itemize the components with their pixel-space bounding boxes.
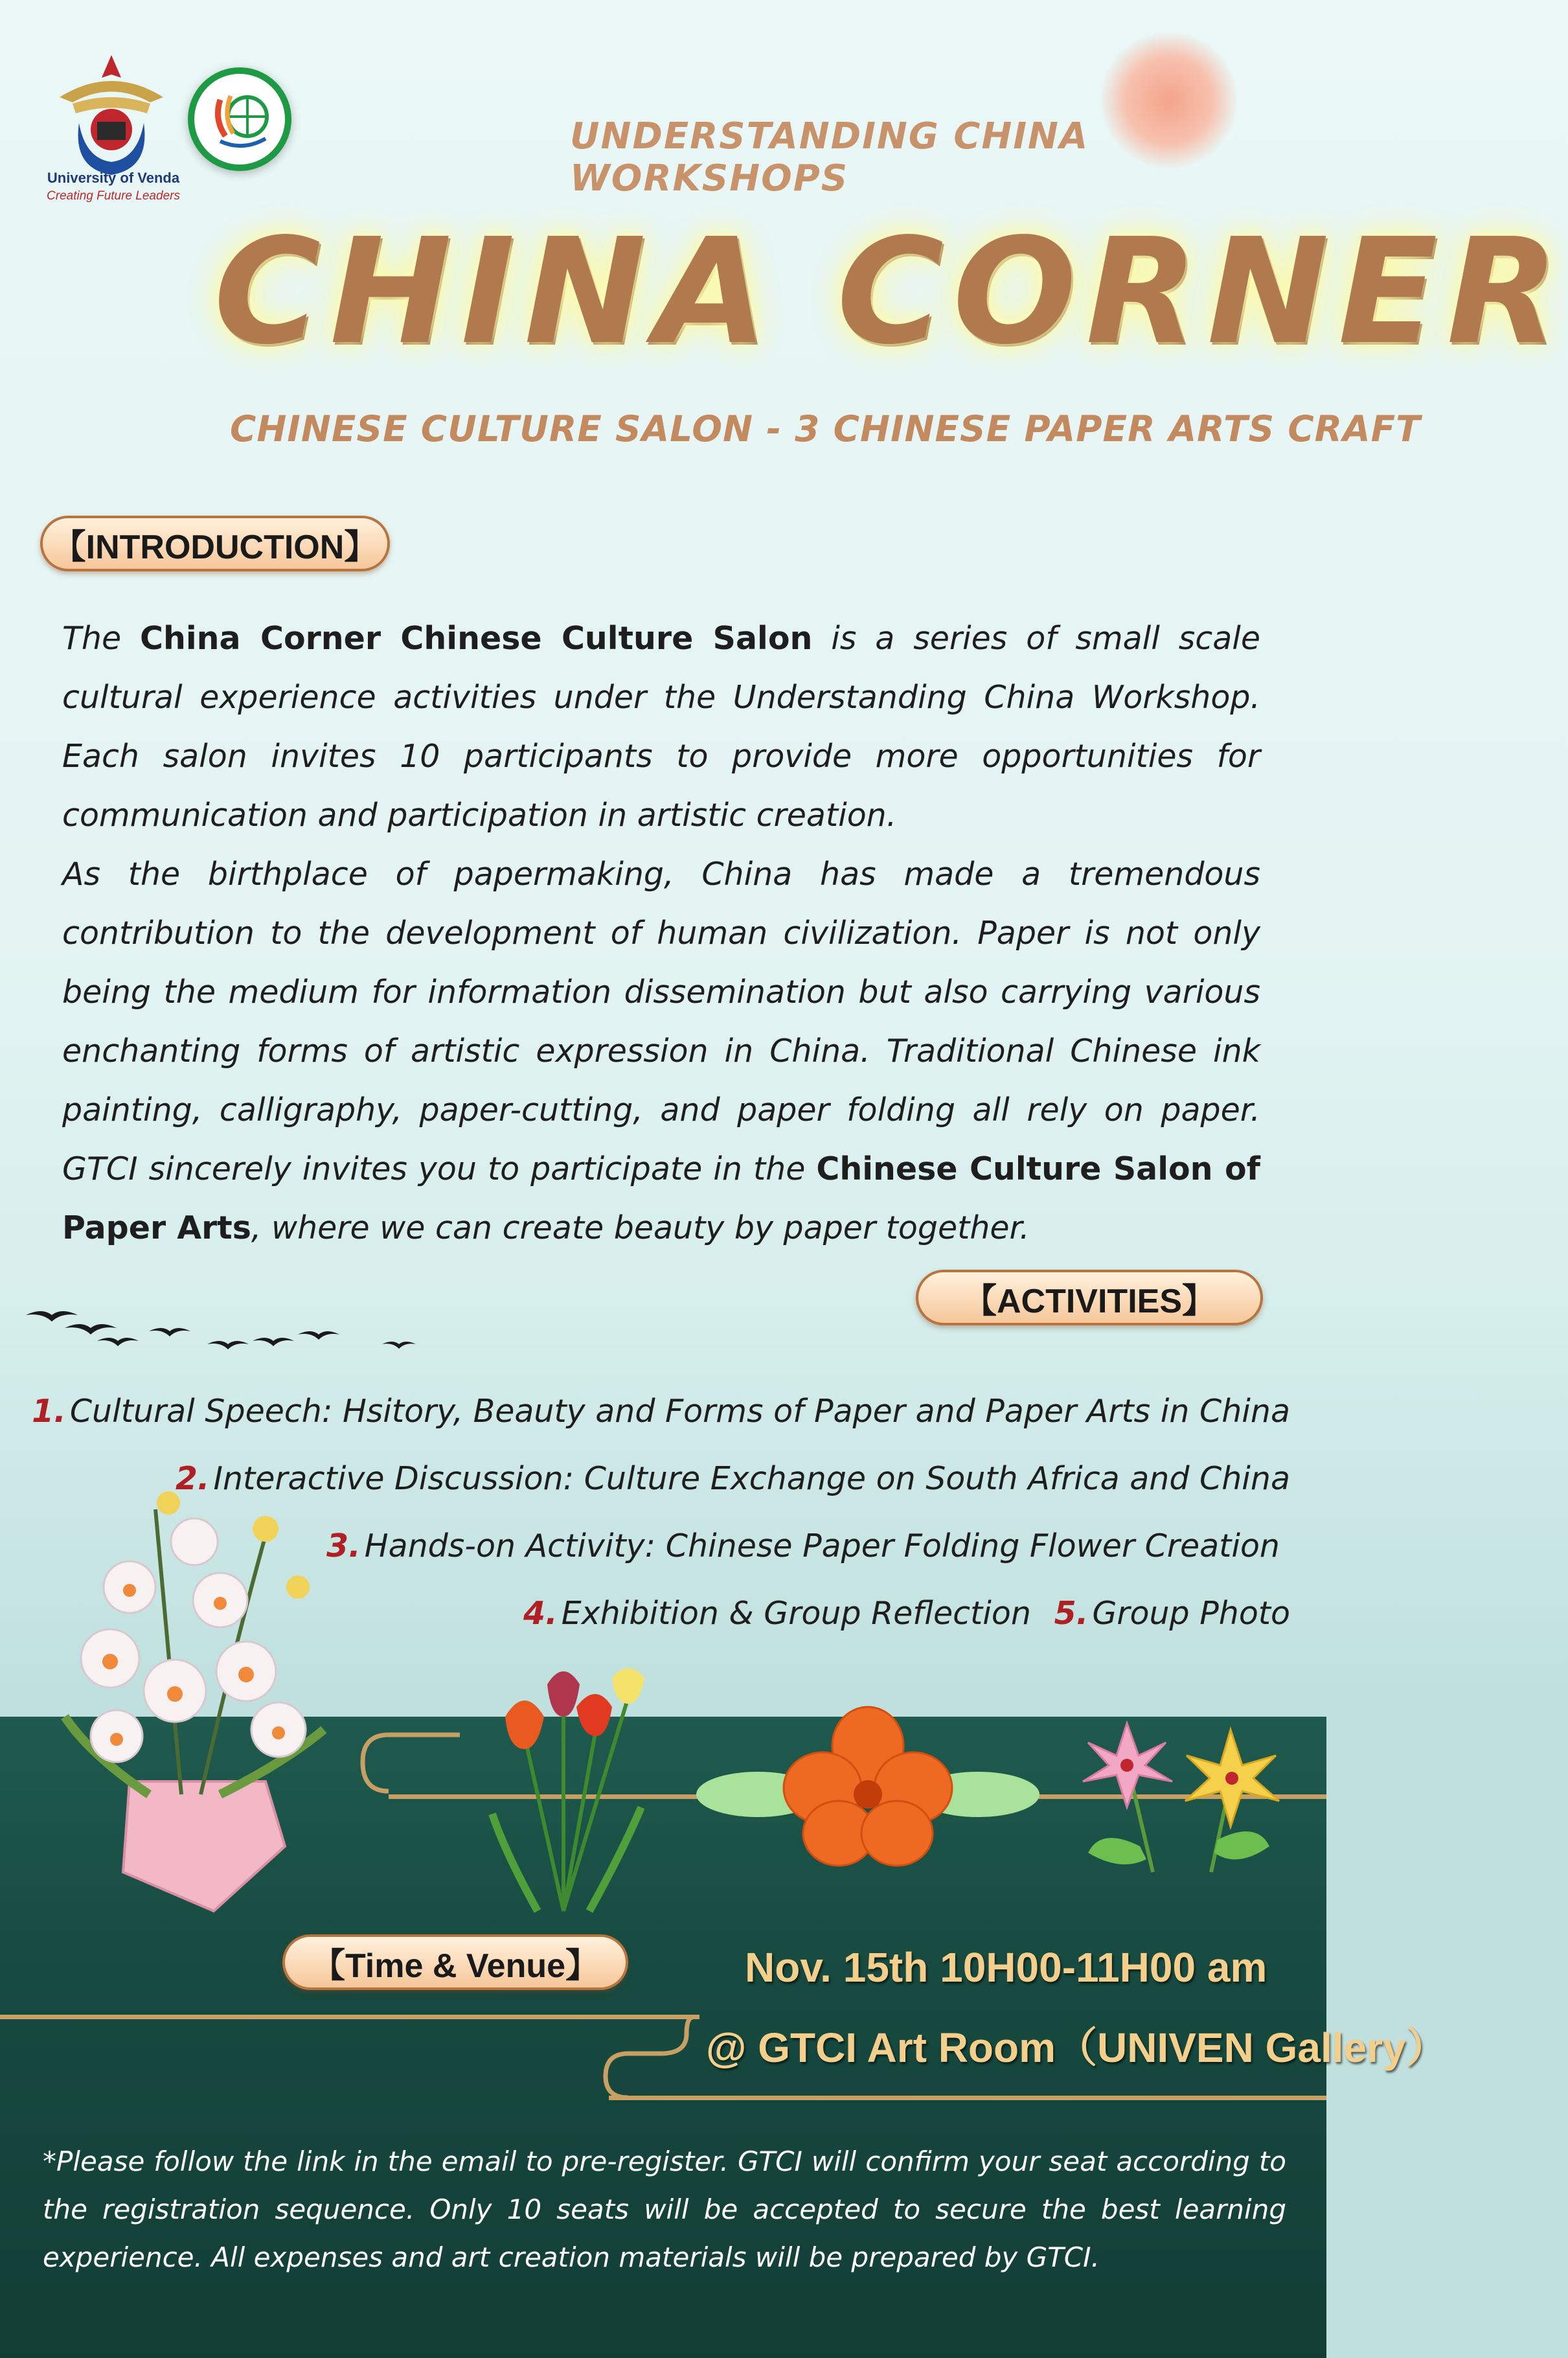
univen-name: University of Venda [47, 170, 180, 186]
activity-text: Cultural Speech: Hsitory, Beauty and Forms of Paper and Paper Arts in China [69, 1393, 1290, 1430]
intro-p2-pre: As the birthplace of papermaking, China has made a tremendous contribution to the development of human civilization. Paper is not only being the medium for information dissemination but also carrying various enchanting forms of artistic expression in China. Traditional Chinese ink painting, calligraphy, paper-cutting, and paper folding all rely on paper. GTCI sincerely invites you to participate in the [62, 856, 1260, 1187]
introduction-text [62, 609, 1260, 1257]
orange-flower-illustration [699, 1710, 1036, 1866]
intro-paragraph-2 [62, 845, 1260, 1257]
page-title: CHINA CORNER [214, 207, 1568, 377]
activity-text: Exhibition & Group Reflection [561, 1595, 1031, 1632]
birds-decoration [26, 1296, 427, 1360]
intro-p2-post: , where we can create beauty by paper together. [251, 1209, 1030, 1246]
activity-text: Group Photo [1092, 1595, 1290, 1632]
gtci-logo [188, 67, 291, 171]
univen-tagline: Creating Future Leaders [47, 189, 180, 203]
pinwheel-flowers-illustration [1062, 1684, 1308, 1879]
activity-text: Hands-on Activity: Chinese Paper Folding Flower Creation [364, 1528, 1280, 1564]
registration-note: *Please follow the link in the email to pre-register. GTCI will confirm your seat according to the registration sequence. Only 10 seats will be accepted to secure the best learning experience. All expenses and art creation materials will be prepared by GTCI. [43, 2146, 1286, 2273]
intro-p1-bold: China Corner Chinese Culture Salon [140, 620, 813, 657]
activity-number: 3. [326, 1528, 361, 1564]
workshops-heading: UNDERSTANDING CHINA WORKSHOPS [570, 115, 1089, 200]
activities-label: 【ACTIVITIES】 [916, 1270, 1263, 1325]
page-subtitle: CHINESE CULTURE SALON - 3 CHINESE PAPER ARTS CRAFT [230, 408, 1421, 450]
activity-item-1 [32, 1393, 1290, 1430]
activity-number: 1. [32, 1393, 66, 1430]
cloud-scroll-decoration [589, 2015, 706, 2099]
activity-number: 4. [523, 1595, 558, 1632]
introduction-label: 【INTRODUCTION】 [40, 516, 390, 571]
orchid-illustration [52, 1458, 343, 1911]
intro-p1-pre: The [62, 620, 141, 657]
activity-number: 2. [175, 1460, 210, 1497]
gold-divider [609, 2096, 1326, 2100]
intro-p2-bold: Chinese Culture Salon of Paper Arts [62, 1150, 1261, 1246]
event-time: Nov. 15th 10H00-11H00 am [745, 1944, 1267, 1991]
time-venue-label: 【Time & Venue】 [282, 1934, 628, 1990]
cloud-scroll-decoration [350, 1730, 466, 1801]
activity-item-5 [1054, 1595, 1290, 1632]
event-location: @ GTCI Art Room（UNIVEN Gallery） [706, 2024, 1448, 2071]
activity-number: 5. [1054, 1595, 1089, 1632]
intro-p1-post: is a series of small scale cultural experience activities under the Understanding China Workshop. Each salon invites 10 participants to provide more opportunities for communication and participation in artistic creation. [62, 620, 1260, 834]
tulips-illustration [466, 1658, 661, 1917]
activity-item-3 [326, 1528, 1280, 1564]
intro-paragraph-1 [62, 609, 1260, 845]
activity-text: Interactive Discussion: Culture Exchange on South Africa and China [213, 1460, 1290, 1497]
globe-icon [194, 74, 285, 165]
activity-item-4 [523, 1595, 1031, 1632]
